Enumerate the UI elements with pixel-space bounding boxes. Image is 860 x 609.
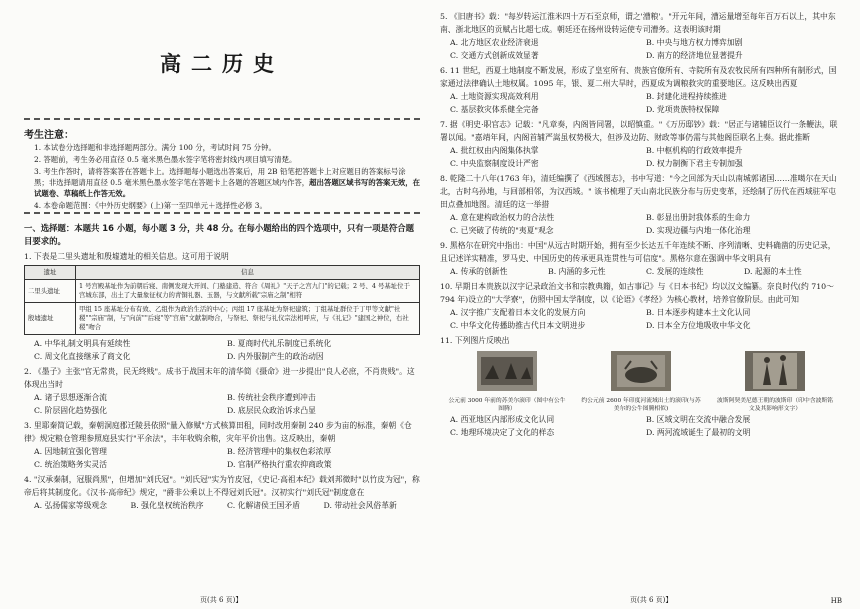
option-d: D. 内外服制产生的政治动因 (227, 352, 324, 361)
option-b: B. 彰显出册封我体系的生命力 (646, 213, 751, 222)
option-d: D. 两河流域诞生了最初的文明 (646, 428, 751, 437)
table-cell-info: 甲组 15 座基址分布有致、乙组作为政治生活的中心；丙组 17 座基址为祭祀建筑；丁组基址群位于丁甲等文献"社稷""宗庙"制，与"向前""后寝"等"宫庙"文献制吻合，与祭祀、祭祀与礼仪宗法相呼应，与《礼记》"建国之神位，右社稷"吻合 (76, 303, 420, 335)
option-a: A. 因地制宜强化管理 (34, 447, 107, 456)
question-1-stem: 1. 下表是二里头遗址和殷墟遗址的相关信息。这可用于说明 (24, 252, 229, 261)
option-c: C. 中央监察制度设计严密 (450, 159, 539, 168)
option-a: A. 弘扬儒家等级观念 (34, 501, 107, 510)
page-footer: 页(共 6 页)】 (630, 596, 673, 604)
option-b: B. 内涵的多元性 (548, 267, 606, 276)
option-b: B. 封建化进程持续推进 (646, 92, 727, 101)
option-a: A. 批红权由内阁集体执掌 (450, 146, 539, 155)
option-c: C. 中华文化传播助推古代日本文明进步 (450, 321, 586, 330)
option-c: C. 交通方式创新成效显著 (450, 51, 539, 60)
question-6-options (440, 90, 842, 116)
indus-seal-image (611, 351, 671, 391)
image-cell (447, 351, 567, 413)
question-11-stem: 11. 下列图片反映出 (440, 336, 510, 345)
question-9-options (440, 265, 842, 278)
image-cell (715, 351, 835, 413)
option-d: D. 党项贵族特权保障 (646, 105, 720, 114)
persian-seal-image (745, 351, 805, 391)
option-c: C. 基层救灾体系健全完备 (450, 105, 539, 114)
option-c: C. 统治策略务实灵活 (34, 460, 108, 469)
option-b: B. 传统社会秩序遭到冲击 (227, 393, 316, 402)
option-a: A. 西亚地区内部形成文化认同 (450, 415, 555, 424)
option-d: D. 带动社会风俗革新 (323, 501, 397, 510)
section-heading: 一、选择题：本题共 16 小题，每小题 3 分，共 48 分。在每小题给出的四个选项中，只有一项是符合题目要求的。 (24, 223, 415, 246)
question-5-stem: 5. 《旧唐书》载："每岁转运江淮米四十万石至京师，谓之'漕粮'。"开元年间，漕运量增至每年百万石以上，其中东南、浙北地区的贡赋占比超七成。朝廷还在扬州设转运使专司漕务。这表明该时期 (440, 12, 836, 34)
option-d: D. 权力制衡下君主专制加强 (646, 159, 743, 168)
option-a: A. 北方地区农业经济衰退 (450, 38, 539, 47)
question-8-stem: 8. 乾隆二十八年(1763 年)，清廷编撰了《西域图志》，书中写道："今之回部为天山以南城郭诸国……准噶尔在天山北，古时乌孙地，与回部相邻，为汉西域。" 该书梳理了天山南北民族分布与历史变革，还绘制了历代在西域驻军屯田点叠加地图。清廷的这一举措 (440, 174, 837, 209)
question-10-options (440, 306, 842, 332)
table-row (25, 303, 420, 335)
option-d: D. 官制严格执行重农抑商政策 (227, 460, 332, 469)
image-caption: 公元前 3000 年前的苏美尔滚印（图中有公牛图腾） (448, 398, 566, 412)
option-b: B. 日本逐步构建本土文化认同 (646, 308, 751, 317)
option-c: C. 已突破了传统的"夷夏"观念 (450, 226, 554, 235)
notice-title: 考生注意： (24, 130, 74, 141)
option-b: B. 区域文明在交流中融合发展 (646, 415, 751, 424)
option-b: B. 中央与地方权力博弈加剧 (646, 38, 743, 47)
notice-3-text: 3. 考生作答时，请将答案答在答题卡上。选择题每小题选出答案后，用 2B 铅笔把答题卡上对应题目的答案标号涂黑；非选择题请用直径 0.5 毫米黑色墨水签字笔在答题卡上各题的答题区域内作答， (34, 167, 406, 187)
option-a: A. 传承的创新性 (450, 267, 508, 276)
sumerian-seal-image (477, 351, 537, 391)
option-c: C. 化解诸侯王国矛盾 (227, 501, 301, 510)
notice-3 (34, 166, 420, 199)
question-4-stem: 4. "汉承秦制，冠服尚黑"，但增加"刘氏冠"。"刘氏冠"实为竹皮冠，《史记·高祖本纪》载刘邦微时"以竹皮为冠"，称帝后将其制度化。《汉书·高帝纪》规定，"爵非公乘以上不得冠刘氏冠"。汉初实行"刘氏冠"制度意在 (24, 475, 420, 497)
image-cell (581, 351, 701, 413)
option-c: C. 地理环境决定了文化的样态 (450, 428, 555, 437)
question-3-options (24, 445, 420, 471)
option-b: B. 夏商时代礼乐制度已系统化 (227, 339, 332, 348)
table-cell-info: 1 号宫殿基址作为前朝后寝、南侧发现大开间、门塾建造、符合《周礼》"天子之宫九门"的记载；2 号、4 号基址位于宫城东部，出土了大量象征权力的青铜礼器、玉器，与文献所载"宗庙之制"相符 (76, 280, 420, 303)
table-header-site: 遗址 (25, 266, 76, 280)
option-a: A. 诸子思想逐渐合流 (34, 393, 107, 402)
question-10-stem: 10. 早期日本贵族以汉字记录政治文书和宗教典籍，如古事记》与《日本书纪》均以汉文编纂。奈良时代(约 710～794 年)设立的"大学寮"，仿照中国太学制度，以《论语》《孝经》为核心教材，培养官僚阶层。由此可知 (440, 282, 834, 304)
option-c: C. 阶层固化趋势强化 (34, 406, 108, 415)
question-6-stem: 6. 11 世纪，西夏土地制度不断发展，形成了皇室所有、贵族官僚所有、寺院所有及农牧民所有四种所有制形式，国家通过法律确认土地权属。1095 年，银、夏二州大旱时，西夏成为调粮救灾的重要地区。这反映出西夏 (440, 66, 837, 88)
divider (24, 212, 420, 214)
option-b: B. 经济管理中的集权色彩浓厚 (227, 447, 332, 456)
option-d: D. 实现边疆与内地一体化治理 (646, 226, 751, 235)
notice-2: 2. 答题前，考生务必用直径 0.5 毫米黑色墨水签字笔将密封线内项目填写清楚。 (34, 155, 297, 164)
question-1-options (24, 337, 420, 363)
notice-list (24, 142, 420, 211)
option-c: C. 发展的连续性 (646, 267, 704, 276)
option-a: A. 土地资源实现高效利用 (450, 92, 539, 101)
question-1-table (24, 265, 420, 335)
question-2-stem: 2. 《墨子》主张"官无常贵，民无终贱"。成书于战国末年的清华简《摄命》进一步提出"良人必庶，不肖贵贱"。这体现出当时 (24, 367, 415, 389)
right-page (430, 0, 860, 609)
image-caption: 波斯阿契美尼德王朝的波斯印（印中含波斯铭文及其影响形文字） (717, 398, 833, 412)
table-cell-site: 二里头遗址 (25, 280, 76, 303)
option-c: C. 周文化直接继承了商文化 (34, 352, 131, 361)
question-8-options (440, 211, 842, 237)
question-5-options (440, 36, 842, 62)
option-d: D. 底层民众政治诉求凸显 (227, 406, 316, 415)
option-b: B. 强化皇权统治秩序 (130, 501, 204, 510)
image-caption: 约公元前 2600 年印度河流域出土的滚印(与苏美尔的公牛图腾相似) (581, 398, 701, 412)
question-11-images (440, 351, 842, 413)
corner-code: HB (830, 597, 842, 605)
question-7-options (440, 144, 842, 170)
question-3-stem: 3. 里耶秦简记载，秦朝洞庭郡迁陵县依照"量入修赋"方式核算田租，同时改用秦制 240 步为亩的标准，秦朝《仓律》规定粮仓管理参照庭县实行"平余法"，丰年收购余粮，灾年平价出售。这反映出，秦朝 (24, 421, 412, 443)
question-7-stem: 7. 据《明史·职官志》记载："凡章奏，内阁皆同署，以昭慎重。"《万历邸钞》载："居正与诸辅臣议行一条鞭法，联署以闻。"嘉靖年间，内阁首辅严嵩虽权势极大，但涉及边防、财政等事仍需与其他阁臣联名上奏。据此推断 (440, 120, 838, 142)
question-2-options (24, 391, 420, 417)
option-a: A. 汉字推广支配着日本文化的发展方向 (450, 308, 586, 317)
divider (24, 118, 420, 120)
notice-4: 4. 本卷命题范围：《中外历史纲要》(上)第一至四单元＋选择性必修 3。 (34, 201, 267, 210)
question-4-options (24, 499, 420, 512)
notice-1: 1. 本试卷分选择题和非选择题两部分。满分 100 分，考试时间 75 分钟。 (34, 143, 276, 152)
option-d: D. 南方的经济地位显著提升 (646, 51, 743, 60)
question-11-options (440, 413, 842, 439)
table-row (25, 280, 420, 303)
question-9-stem: 9. 黑格尔在研究中指出：中国"从远古时期开始，拥有至少长达五千年连续不断、序列清晰、史料确凿的历史记录，且记述详实精准，罗马史、中国历史的传承更具连贯性与可信度"。黑格尔意在强调中华文明具有 (440, 241, 836, 263)
option-b: B. 中枢机构的行政效率提升 (646, 146, 743, 155)
option-a: A. 意在建构政治权力的合法性 (450, 213, 555, 222)
option-a: A. 中华礼制文明具有延续性 (34, 339, 131, 348)
exam-title: 高二历史 (160, 51, 284, 76)
notice-3-bold: 超出答题区域书写的答案无效，在试题卷、草稿纸上作答无效。 (34, 178, 421, 198)
table-cell-site: 殷墟遗址 (25, 303, 76, 335)
page-footer: 页(共 6 页)】 (200, 596, 243, 604)
table-header-info: 信息 (76, 266, 420, 280)
option-d: D. 日本全方位地吸收中华文化 (646, 321, 751, 330)
option-d: D. 起源的本土性 (744, 267, 802, 276)
